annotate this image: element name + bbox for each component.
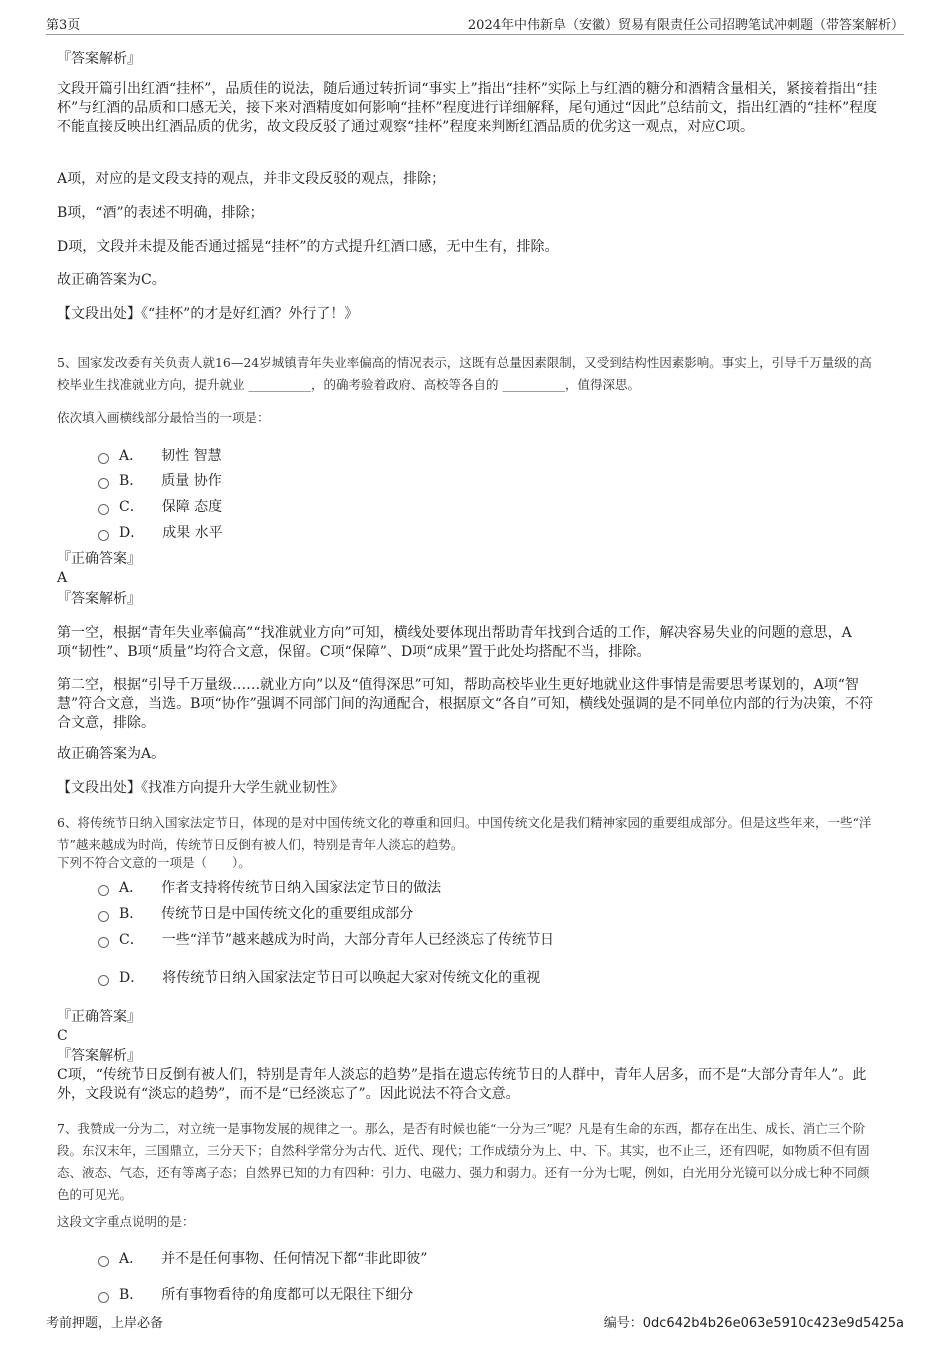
q5-prompt: 依次填入画横线部分最恰当的一项是： [57,410,270,425]
option-text: 一些“洋节”越来越成为时尚，大部分青年人已经淡忘了传统节日 [161,932,555,948]
q6-analysis-text: C项，“传统节日反倒有被人们，特别是青年人淡忘的趋势”是指在遗忘传统节日的人群中，青年人居多，而不是“大部分青年人”。此外，文段说有“淡忘的趋势”，而不是“已经淡忘了”。因此说法不符合文意。 [57,1067,867,1102]
q6-option-d[interactable] [98,967,540,987]
radio-icon[interactable] [98,975,109,986]
option-letter: C． [119,932,144,948]
q6-option-c[interactable] [98,929,554,949]
q5-option-d[interactable] [98,522,223,542]
option-letter: A． [119,880,144,896]
q6-option-b[interactable] [98,903,413,923]
q4-option-d-explanation: D项，文段并未提及能否通过摇晃“挂杯”的方式提升红酒口感，无中生有，排除。 [57,239,559,255]
document-code [604,1312,904,1331]
q5-analysis-label: 『答案解析』 [57,591,141,607]
document-code-label: 编号： [603,1316,643,1331]
q4-source: 【文段出处】《“挂杯”的才是好红酒？外行了！》 [57,306,359,322]
q4-option-a-explanation: A项，对应的是文段支持的观点，并非文段反驳的观点，排除； [57,171,446,187]
option-letter: A． [119,1251,144,1267]
radio-icon[interactable] [98,911,109,922]
q6-prompt: 下列不符合文意的一项是（ ）。 [57,855,251,870]
q4-option-b-explanation: B项，“酒”的表述不明确，排除； [57,205,264,221]
q4-analysis-text: 文段开篇引出红酒“挂杯”，品质佳的说法，随后通过转折词“事实上”指出“挂杯”实际上与红酒的糖分和酒精含量相关，紧接着指出“挂杯”与红酒的品质和口感无关，接下来对酒精度如何影响“挂杯”程度进行详细解释，尾句通过“因此”总结前文，指出红酒的“挂杯”程度不能直接反映出红酒品质的优劣，故文段反驳了通过观察“挂杯”程度来判断红酒品质的优劣这一观点，对应C项。 [57,81,878,135]
page-number: 第3页 [46,18,81,33]
q4-conclusion: 故正确答案为C。 [57,272,166,288]
radio-icon[interactable] [98,504,109,515]
radio-icon[interactable] [98,1292,109,1303]
q5-option-b[interactable] [98,470,222,490]
q5-analysis-p1: 第一空，根据“青年失业率偏高”“找准就业方向”可知，横线处要体现出帮助青年找到合适的工作，解决容易失业的问题的意思，A项“韧性”、B项“质量”均符合文意，保留。C项“保障”、D项“成果”置于此处均搭配不当，排除。 [57,625,852,660]
q4-analysis-label: 『答案解析』 [57,51,141,67]
q5-option-c[interactable] [98,496,222,516]
radio-icon[interactable] [98,937,109,948]
option-text: 并不是任何事物、任何情况下都“非此即彼” [161,1251,428,1267]
option-text: 质量 协作 [161,473,222,489]
radio-icon[interactable] [98,885,109,896]
footer-slogan: 考前押题，上岸必备 [46,1316,164,1331]
q7-prompt: 这段文字重点说明的是： [57,1214,195,1229]
q7-option-a[interactable] [98,1248,427,1268]
radio-icon[interactable] [98,1256,109,1267]
q6-analysis-label: 『答案解析』 [57,1048,141,1064]
radio-icon[interactable] [98,530,109,541]
option-text: 保障 态度 [161,499,223,515]
option-letter: B． [119,1287,144,1303]
q6-answer-label: 『正确答案』 [57,1009,141,1025]
option-letter: B． [119,473,144,489]
option-text: 作者支持将传统节日纳入国家法定节日的做法 [161,880,442,896]
option-text: 将传统节日纳入国家法定节日可以唤起大家对传统文化的重视 [162,970,541,986]
option-letter: D． [119,525,145,541]
q5-answer: A [57,570,68,586]
radio-icon[interactable] [98,478,109,489]
q7-option-b[interactable] [98,1284,413,1304]
option-letter: C． [119,499,144,515]
option-letter: B． [119,906,144,922]
q7-stem: 7、我赞成一分为二，对立统一是事物发展的规律之一。那么，是否有时候也能“一分为三”呢？凡是有生命的东西，都存在出生、成长、消亡三个阶段。东汉末年，三国鼎立，三分天下；自然科学常分为古代、近代、现代；工作成绩分为上、中、下。其实，也不止三，还有四呢，如物质不但有固态、液态、气态，还有等离子态；自然界已知的力有四种：引力、电磁力、强力和弱力。还有一分为七呢，例如，白光用分光镜可以分成七种不同颜色的可见光。 [57,1121,870,1202]
q5-analysis-p2: 第二空，根据“引导千万量级……就业方向”以及“值得深思”可知，帮助高校毕业生更好地就业这件事情是需要思考谋划的，A项“智慧”符合文意，当选。B项“协作”强调不同部门间的沟通配合，根据原文“各自”可知，横线处强调的是不同单位内部的行为决策，不符合文意，排除。 [57,677,874,731]
q6-option-a[interactable] [98,877,441,897]
document-code-value: 0dc642b4b26e063e5910c423e9d5425a [642,1316,904,1331]
option-text: 韧性 智慧 [161,448,222,464]
radio-icon[interactable] [98,453,109,464]
q6-answer: C [57,1028,68,1044]
option-letter: A． [119,448,144,464]
option-text: 传统节日是中国传统文化的重要组成部分 [161,906,414,922]
q5-stem: 5、国家发改委有关负责人就16—24岁城镇青年失业率偏高的情况表示，这既有总量因素限制，又受到结构性因素影响。事实上，引导千万量级的高校毕业生找准就业方向，提升就业 __________，的确考验着政府、高校等各自的 __________，值得深思。 [57,355,872,392]
q6-stem: 6、将传统节日纳入国家法定节日，体现的是对中国传统文化的尊重和回归。中国传统文化是我们精神家园的重要组成部分。但是这些年来，一些“洋节”越来越成为时尚，传统节日反倒有被人们，特别是青年人淡忘的趋势。 [57,815,872,852]
page-header [46,14,904,35]
option-letter: D． [119,970,145,986]
q5-answer-label: 『正确答案』 [57,551,141,567]
q5-conclusion: 故正确答案为A。 [57,746,166,762]
option-text: 成果 水平 [162,525,223,541]
q5-source: 【文段出处】《找准方向提升大学生就业韧性》 [57,780,344,796]
document-title: 2024年中伟新阜（安徽）贸易有限责任公司招聘笔试冲刺题（带答案解析） [467,18,904,33]
option-text: 所有事物看待的角度都可以无限往下细分 [161,1287,414,1303]
q5-option-a[interactable] [98,445,222,465]
